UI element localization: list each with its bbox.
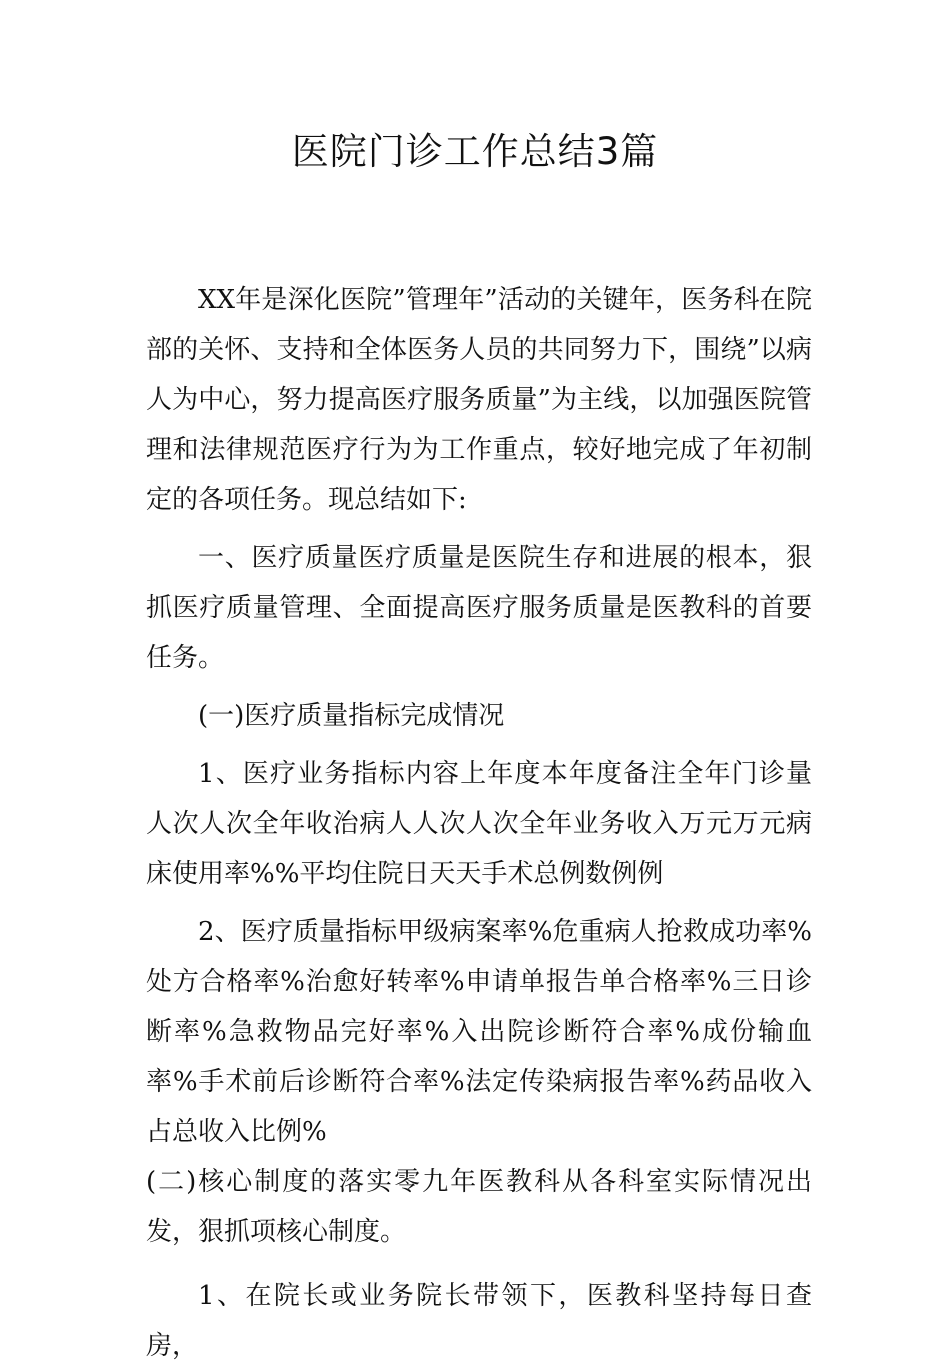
paragraph-subsection-1: (一)医疗质量指标完成情况	[198, 701, 505, 731]
paragraph-intro: XX年是深化医院”管理年”活动的关键年，医务科在院部的关怀、支持和全体医务人员的共同努力下，围绕”以病人为中心，努力提高医疗服务质量”为主线，以加强医院管理和法律规范医疗行为为工作重点，较好地完成了年初制定的各项任务。现总结如下:	[146, 285, 812, 515]
paragraph-item-2: 2、医疗质量指标甲级病案率%危重病人抢救成功率%处方合格率%治愈好转率%申请单报告单合格率%三日诊断率%急救物品完好率%入出院诊断符合率%成份输血率%手术前后诊断符合率%法定传染病报告率%药品收入占总收入比例%	[146, 917, 812, 1147]
paragraph-section-1: 一、医疗质量医疗质量是医院生存和进展的根本，狠抓医疗质量管理、全面提高医疗服务质量是医教科的首要任务。	[146, 543, 812, 673]
paragraph-item-3: 1、在院长或业务院长带领下，医教科坚持每日查房，	[146, 1281, 812, 1361]
document-title: 医院门诊工作总结3篇	[291, 130, 659, 173]
paragraph-item-1: 1、医疗业务指标内容上年度本年度备注全年门诊量人次人次全年收治病人人次人次全年业务收入万元万元病床使用率%%平均住院日天天手术总例数例例	[146, 759, 812, 889]
paragraph-subsection-2: (二)核心制度的落实零九年医教科从各科室实际情况出发，狠抓项核心制度。	[146, 1167, 812, 1247]
document-body	[146, 275, 812, 1371]
